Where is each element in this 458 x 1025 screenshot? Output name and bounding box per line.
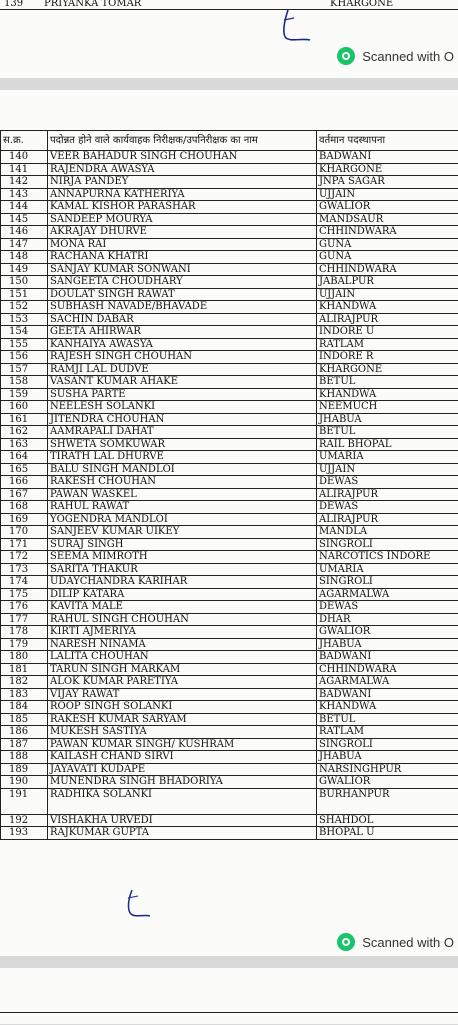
posting-cell: RATLAM <box>317 726 458 739</box>
table-row <box>1 626 458 639</box>
previous-table-row <box>0 0 458 10</box>
serial-cell: 146 <box>1 226 48 239</box>
table-row <box>1 313 458 326</box>
posting-cell: BHOPAL U <box>317 827 458 840</box>
table-row <box>1 588 458 601</box>
name-cell: SHWETA SOMKUWAR <box>48 438 317 451</box>
serial-cell: 153 <box>1 313 48 326</box>
name-cell: JAYAVATI KUDAPE <box>48 763 317 776</box>
posting-cell: JABALPUR <box>317 276 458 289</box>
posting-cell: KHANDWA <box>317 701 458 714</box>
posting-cell: UMARIA <box>317 451 458 464</box>
serial-cell: 155 <box>1 338 48 351</box>
table-row <box>1 538 458 551</box>
table-row <box>1 576 458 589</box>
camscanner-icon <box>337 933 355 951</box>
serial-cell: 156 <box>1 351 48 364</box>
name-cell: BALU SINGH MANDLOI <box>48 463 317 476</box>
next-table-row <box>0 1012 458 1025</box>
scanner-text: Scanned with O <box>362 935 454 950</box>
posting-cell: MANDSAUR <box>317 213 458 226</box>
name-cell: SUBHASH NAVADE/BHAVADE <box>48 301 317 314</box>
table-row <box>1 251 458 264</box>
table-row <box>1 788 458 814</box>
name-cell: ANNAPURNA KATHERIYA <box>48 188 317 201</box>
serial-cell: 165 <box>1 463 48 476</box>
header-serial: स.क्र. <box>1 131 48 151</box>
name-cell: KAILASH CHAND SIRVI <box>48 751 317 764</box>
table-row <box>1 613 458 626</box>
posting-cell: DEWAS <box>317 501 458 514</box>
table-row <box>1 688 458 701</box>
name-cell: SACHIN DABAR <box>48 313 317 326</box>
table-row <box>1 476 458 489</box>
serial-cell: 183 <box>1 688 48 701</box>
name-cell: SANJAY KUMAR SONWANI <box>48 263 317 276</box>
serial-cell: 191 <box>1 788 48 814</box>
table-row <box>1 438 458 451</box>
name-cell: RAKESH KUMAR SARYAM <box>48 713 317 726</box>
posting-cell: BETUL <box>317 426 458 439</box>
name-cell: RADHIKA SOLANKI <box>48 788 317 814</box>
table-row <box>1 738 458 751</box>
serial-cell: 168 <box>1 501 48 514</box>
posting-cell: GWALIOR <box>317 776 458 789</box>
table-row <box>1 827 458 840</box>
table-header-row <box>1 131 458 151</box>
posting-cell: KHARGONE <box>317 363 458 376</box>
serial-cell: 174 <box>1 576 48 589</box>
posting-cell: GWALIOR <box>317 626 458 639</box>
posting-cell: DEWAS <box>317 476 458 489</box>
table-row <box>1 763 458 776</box>
name-cell: GEETA AHIRWAR <box>48 326 317 339</box>
table-row <box>1 638 458 651</box>
serial-cell: 159 <box>1 388 48 401</box>
posting-cell: SHAHDOL <box>317 814 458 827</box>
name-cell: AAMRAPALI DAHAT <box>48 426 317 439</box>
name-cell: VISHAKHA URVEDI <box>48 814 317 827</box>
name-cell: SANDEEP MOURYA <box>48 213 317 226</box>
serial-cell: 162 <box>1 426 48 439</box>
name-cell: ALOK KUMAR PARETIYA <box>48 676 317 689</box>
name-cell: NARESH NINAMA <box>48 638 317 651</box>
serial-cell: 182 <box>1 676 48 689</box>
name-cell: RACHANA KHATRI <box>48 251 317 264</box>
serial-cell: 160 <box>1 401 48 414</box>
serial-cell: 186 <box>1 726 48 739</box>
serial-cell: 144 <box>1 201 48 214</box>
name-cell: KAVITA MALE <box>48 601 317 614</box>
table-row <box>1 176 458 189</box>
table-row <box>1 238 458 251</box>
serial-cell: 147 <box>1 238 48 251</box>
table-row <box>1 288 458 301</box>
name-cell: KIRTI AJMERIYA <box>48 626 317 639</box>
serial-cell: 140 <box>1 151 48 164</box>
table-row <box>1 213 458 226</box>
serial-cell: 172 <box>1 551 48 564</box>
posting-cell: KHANDWA <box>317 301 458 314</box>
name-cell: NIRJA PANDEY <box>48 176 317 189</box>
posting-cell: KHARGONE <box>317 163 458 176</box>
name-cell: RAMJI LAL DUDVE <box>48 363 317 376</box>
table-row <box>1 426 458 439</box>
posting-cell: KHANDWA <box>317 388 458 401</box>
name-cell: SEEMA MIMROTH <box>48 551 317 564</box>
table-row <box>1 701 458 714</box>
serial-cell: 179 <box>1 638 48 651</box>
serial-cell: 185 <box>1 713 48 726</box>
posting-cell: ALIRAJPUR <box>317 513 458 526</box>
name-cell: ROOP SINGH SOLANKI <box>48 701 317 714</box>
serial-cell: 175 <box>1 588 48 601</box>
serial-cell: 157 <box>1 363 48 376</box>
serial-cell: 188 <box>1 751 48 764</box>
serial-cell: 171 <box>1 538 48 551</box>
table-row <box>1 501 458 514</box>
posting-cell: INDORE U <box>317 326 458 339</box>
serial-cell: 190 <box>1 776 48 789</box>
name-cell: RAHUL RAWAT <box>48 501 317 514</box>
table-body <box>1 151 458 840</box>
serial-cell: 176 <box>1 601 48 614</box>
prev-name: PRIYANKA TOMAR <box>44 0 141 8</box>
serial-cell: 169 <box>1 513 48 526</box>
signature-icon <box>278 8 314 44</box>
posting-cell: NEEMUCH <box>317 401 458 414</box>
serial-cell: 184 <box>1 701 48 714</box>
table-row <box>1 376 458 389</box>
table-row <box>1 226 458 239</box>
header-name: पदोन्नत होने वाले कार्यवाहक निरीक्षक/उपनिरीक्षक का नाम <box>48 131 317 151</box>
posting-cell: SINGROLI <box>317 738 458 751</box>
table-row <box>1 301 458 314</box>
serial-cell: 143 <box>1 188 48 201</box>
name-cell: RAJKUMAR GUPTA <box>48 827 317 840</box>
name-cell: YOGENDRA MANDLOI <box>48 513 317 526</box>
table-row <box>1 776 458 789</box>
table-row <box>1 551 458 564</box>
posting-cell: SINGROLI <box>317 538 458 551</box>
table-row <box>1 488 458 501</box>
serial-cell: 141 <box>1 163 48 176</box>
serial-cell: 187 <box>1 738 48 751</box>
name-cell: PAWAN KUMAR SINGH/ KUSHRAM <box>48 738 317 751</box>
table-row <box>1 726 458 739</box>
name-cell: RAKESH CHOUHAN <box>48 476 317 489</box>
posting-cell: UJJAIN <box>317 288 458 301</box>
posting-cell: ALIRAJPUR <box>317 313 458 326</box>
posting-cell: GWALIOR <box>317 201 458 214</box>
serial-cell: 181 <box>1 663 48 676</box>
name-cell: VASANT KUMAR AHAKE <box>48 376 317 389</box>
table-row <box>1 151 458 164</box>
table-row <box>1 401 458 414</box>
serial-cell: 161 <box>1 413 48 426</box>
posting-cell: AGARMALWA <box>317 676 458 689</box>
promotion-table <box>0 130 458 840</box>
posting-cell: BADWANI <box>317 688 458 701</box>
name-cell: RAHUL SINGH CHOUHAN <box>48 613 317 626</box>
posting-cell: JHABUA <box>317 413 458 426</box>
posting-cell: INDORE R <box>317 351 458 364</box>
name-cell: LALITA CHOUHAN <box>48 651 317 664</box>
posting-cell: MANDLA <box>317 526 458 539</box>
table-row <box>1 326 458 339</box>
scanner-text: Scanned with O <box>362 49 454 64</box>
name-cell: RAJENDRA AWASYA <box>48 163 317 176</box>
posting-cell: UJJAIN <box>317 463 458 476</box>
name-cell: SURAJ SINGH <box>48 538 317 551</box>
name-cell: VIJAY RAWAT <box>48 688 317 701</box>
posting-cell: NARSINGHPUR <box>317 763 458 776</box>
name-cell: SANGEETA CHOUDHARY <box>48 276 317 289</box>
posting-cell: UMARIA <box>317 563 458 576</box>
serial-cell: 145 <box>1 213 48 226</box>
table-row <box>1 463 458 476</box>
name-cell: KANHAIYA AWASYA <box>48 338 317 351</box>
posting-cell: AGARMALWA <box>317 588 458 601</box>
serial-cell: 180 <box>1 651 48 664</box>
serial-cell: 170 <box>1 526 48 539</box>
name-cell: JITENDRA CHOUHAN <box>48 413 317 426</box>
prev-posting: KHARGONE <box>330 0 393 8</box>
posting-cell: UJJAIN <box>317 188 458 201</box>
table-row <box>1 526 458 539</box>
name-cell: TARUN SINGH MARKAM <box>48 663 317 676</box>
name-cell: NEELESH SOLANKI <box>48 401 317 414</box>
serial-cell: 142 <box>1 176 48 189</box>
previous-page-fragment <box>0 0 458 78</box>
posting-cell: ALIRAJPUR <box>317 488 458 501</box>
table-row <box>1 814 458 827</box>
posting-cell: BETUL <box>317 713 458 726</box>
table-row <box>1 513 458 526</box>
table-row <box>1 388 458 401</box>
name-cell: SUSHA PARTE <box>48 388 317 401</box>
serial-cell: 193 <box>1 827 48 840</box>
name-cell: VEER BAHADUR SINGH CHOUHAN <box>48 151 317 164</box>
serial-cell: 178 <box>1 626 48 639</box>
table-row <box>1 263 458 276</box>
posting-cell: DHAR <box>317 613 458 626</box>
posting-cell: BETUL <box>317 376 458 389</box>
document-page <box>0 90 458 956</box>
name-cell: MUNENDRA SINGH BHADORIYA <box>48 776 317 789</box>
serial-cell: 148 <box>1 251 48 264</box>
posting-cell: CHHINDWARA <box>317 663 458 676</box>
posting-cell: CHHINDWARA <box>317 263 458 276</box>
posting-cell: BADWANI <box>317 651 458 664</box>
table-row <box>1 276 458 289</box>
name-cell: SARITA THAKUR <box>48 563 317 576</box>
serial-cell: 177 <box>1 613 48 626</box>
camscanner-icon <box>337 47 355 65</box>
table-row <box>1 601 458 614</box>
name-cell: MONA RAI <box>48 238 317 251</box>
serial-cell: 150 <box>1 276 48 289</box>
posting-cell: RAIL BHOPAL <box>317 438 458 451</box>
name-cell: MUKESH SASTIYA <box>48 726 317 739</box>
name-cell: TIRATH LAL DHURVE <box>48 451 317 464</box>
posting-cell: CHHINDWARA <box>317 226 458 239</box>
serial-cell: 152 <box>1 301 48 314</box>
posting-cell: JHABUA <box>317 638 458 651</box>
serial-cell: 154 <box>1 326 48 339</box>
posting-cell: DEWAS <box>317 601 458 614</box>
name-cell: DOULAT SINGH RAWAT <box>48 288 317 301</box>
posting-cell: BURHANPUR <box>317 788 458 814</box>
posting-cell: BADWANI <box>317 151 458 164</box>
table-row <box>1 651 458 664</box>
serial-cell: 158 <box>1 376 48 389</box>
serial-cell: 151 <box>1 288 48 301</box>
serial-cell: 164 <box>1 451 48 464</box>
table-row <box>1 713 458 726</box>
posting-cell: RATLAM <box>317 338 458 351</box>
scanner-badge <box>337 47 454 65</box>
name-cell: RAJESH SINGH CHOUHAN <box>48 351 317 364</box>
table-row <box>1 351 458 364</box>
posting-cell: GUNA <box>317 251 458 264</box>
next-page-fragment <box>0 968 458 1024</box>
name-cell: UDAYCHANDRA KARIHAR <box>48 576 317 589</box>
table-row <box>1 413 458 426</box>
table-row <box>1 451 458 464</box>
name-cell: DILIP KATARA <box>48 588 317 601</box>
name-cell: SANJEEV KUMAR UIKEY <box>48 526 317 539</box>
table-row <box>1 563 458 576</box>
posting-cell: JNPA SAGAR <box>317 176 458 189</box>
posting-cell: GUNA <box>317 238 458 251</box>
name-cell: KAMAL KISHOR PARASHAR <box>48 201 317 214</box>
serial-cell: 163 <box>1 438 48 451</box>
posting-cell: NARCOTICS INDORE <box>317 551 458 564</box>
serial-cell: 149 <box>1 263 48 276</box>
table-row <box>1 663 458 676</box>
serial-cell: 189 <box>1 763 48 776</box>
serial-cell: 192 <box>1 814 48 827</box>
table-row <box>1 163 458 176</box>
name-cell: AKRAJAY DHURVE <box>48 226 317 239</box>
table-row <box>1 201 458 214</box>
table-row <box>1 338 458 351</box>
table-row <box>1 751 458 764</box>
posting-cell: JHABUA <box>317 751 458 764</box>
prev-serial: 139 <box>4 0 23 8</box>
serial-cell: 166 <box>1 476 48 489</box>
scanner-badge <box>337 933 454 951</box>
table-row <box>1 676 458 689</box>
table-row <box>1 188 458 201</box>
header-posting: वर्तमान पदस्थापना <box>317 131 458 151</box>
signature-icon <box>124 888 154 920</box>
name-cell: PAWAN WASKEL <box>48 488 317 501</box>
table-row <box>1 363 458 376</box>
serial-cell: 167 <box>1 488 48 501</box>
serial-cell: 173 <box>1 563 48 576</box>
posting-cell: SINGROLI <box>317 576 458 589</box>
